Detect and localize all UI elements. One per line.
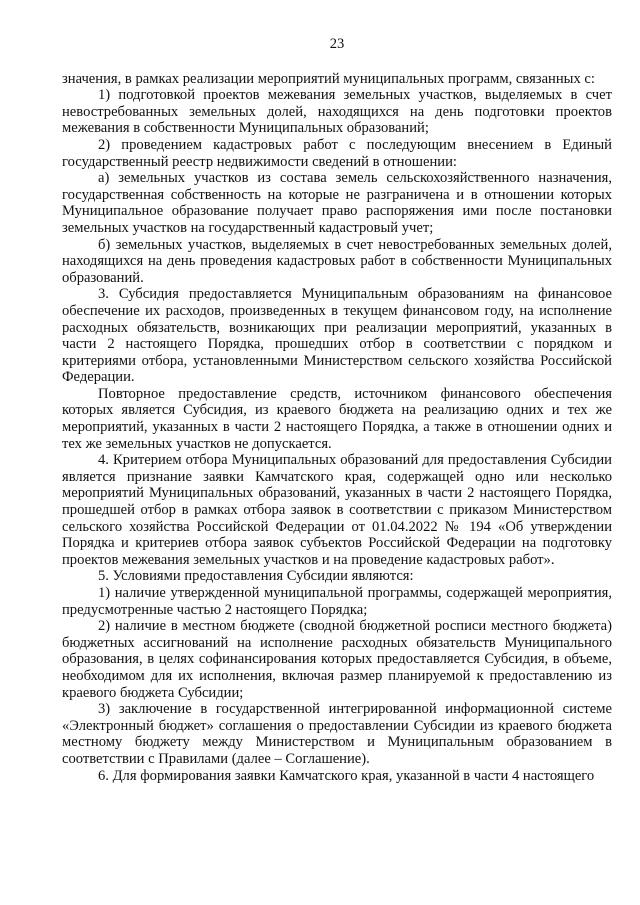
paragraph: 2) наличие в местном бюджете (сводной бюджетной росписи местного бюджета) бюджетных ассигнований на исполнение расходных обязательств Муниципального образования, в целях софинансирования которых предоставляется Субсидия, в объеме, необходимом для их исполнения, включая размер планируемой к предоставлению из краевого бюджета Субсидии;	[62, 618, 612, 701]
paragraph: 3) заключение в государственной интегрированной информационной системе «Электронный бюджет» соглашения о предоставлении Субсидии из краевого бюджета местному бюджету между Министерством и Муниципальным образованием в соответствии с Правилами (далее – Соглашение).	[62, 701, 612, 767]
paragraph: 3. Субсидия предоставляется Муниципальным образованиям на финансовое обеспечение их расходов, произведенных в текущем финансовом году, на исполнение расходных обязательств, возникающих при реализации мероприятий, указанных в части 2 настоящего Порядка, прошедших отбор в соответствии с порядком и критериями отбора, установленными Министерством сельского хозяйства Российской Федерации.	[62, 286, 612, 386]
paragraph: б) земельных участков, выделяемых в счет невостребованных земельных долей, находящихся на день проведения кадастровых работ в собственности Муниципальных образований.	[62, 236, 612, 286]
paragraph: 2) проведением кадастровых работ с последующим внесением в Единый государственный реестр недвижимости сведений в отношении:	[62, 136, 612, 170]
paragraph: 1) подготовкой проектов межевания земельных участков, выделяемых в счет невостребованных земельных долей, находящихся на день подготовки проектов межевания в собственности Муниципальных образований;	[62, 87, 612, 137]
paragraph: Повторное предоставление средств, источником финансового обеспечения которых является Субсидия, из краевого бюджета на реализацию одних и тех же мероприятий, указанных в части 2 настоящего Порядка, а также в отношении одних и тех же земельных участков не допускается.	[62, 385, 612, 452]
paragraph: 5. Условиями предоставления Субсидии являются:	[98, 568, 414, 585]
paragraph: 4. Критерием отбора Муниципальных образований для предоставления Субсидии является признание заявки Камчатского края, содержащей одно или несколько мероприятий Муниципальных образований, указанных в части 2 настоящего Порядка, прошедшей отбор в рамках отбора заявок в соответствии с приказом Министерством сельского хозяйства Российской Федерации от 01.04.2022 № 194 «Об утверждении Порядка и критериев отбора заявок субъектов Российской Федерации на подготовку проектов межевания земельных участков и на проведение кадастровых работ».	[62, 452, 612, 568]
paragraph: 6. Для формирования заявки Камчатского края, указанной в части 4 настоящего	[98, 767, 595, 784]
paragraph: значения, в рамках реализации мероприятий муниципальных программ, связанных с:	[62, 70, 595, 87]
document-body	[62, 71, 612, 785]
page-number: 23	[329, 36, 345, 52]
paragraph: 1) наличие утвержденной муниципальной программы, содержащей мероприятия, предусмотренные частью 2 настоящего Порядка;	[62, 585, 612, 618]
paragraph: а) земельных участков из состава земель сельскохозяйственного назначения, государственная собственность на которые не разграничена и в отношении которых Муниципальное образование получает право распоряжения ими после постановки земельных участков на государственный кадастровый учет;	[62, 170, 612, 236]
